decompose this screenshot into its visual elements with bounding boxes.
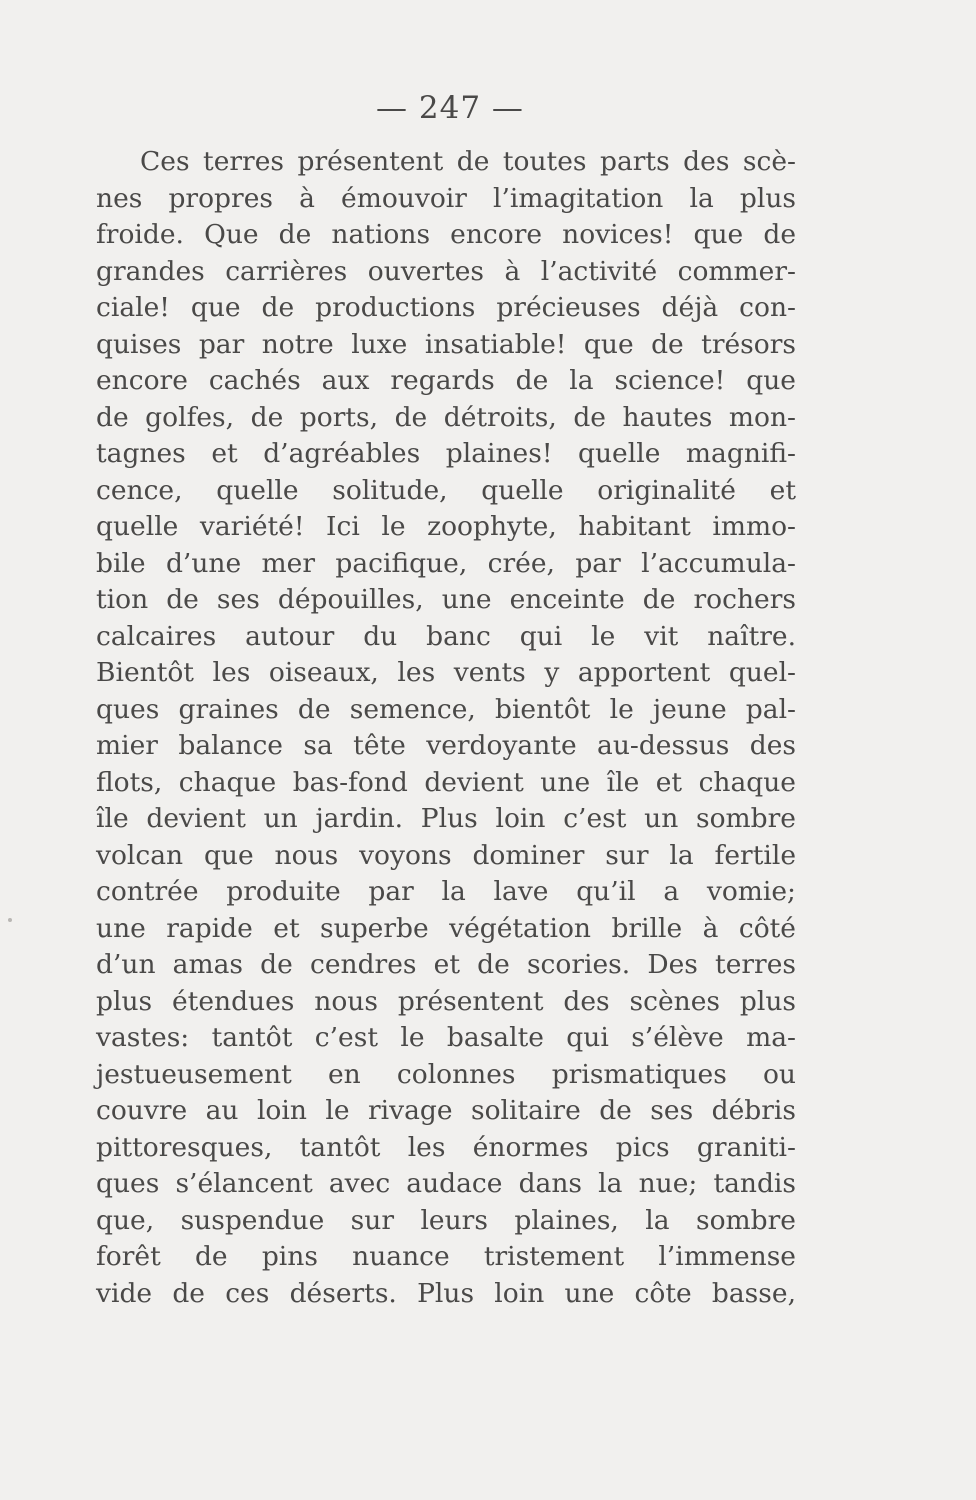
- text-line: ques s’élancent avec audace dans la nue; tandis: [96, 1168, 796, 1199]
- text-line: encore cachés aux regards de la science! que: [96, 365, 796, 396]
- paper-speck: [8, 918, 12, 922]
- text-line: ciale! que de productions précieuses déjà con-: [96, 292, 796, 323]
- text-line: quises par notre luxe insatiable! que de trésors: [96, 328, 796, 360]
- text-line: tagnes et d’agréables plaines! quelle magnifi-: [96, 438, 796, 469]
- text-line: froide. Que de nations encore novices! que de: [96, 219, 796, 250]
- text-line: pittoresques, tantôt les énormes pics graniti-: [96, 1131, 796, 1163]
- text-line: tion de ses dépouilles, une enceinte de rochers: [96, 584, 796, 615]
- text-line: de golfes, de ports, de détroits, de hautes mon-: [96, 401, 796, 433]
- text-line: vastes: tantôt c’est le basalte qui s’élève ma-: [96, 1022, 796, 1053]
- text-line: couvre au loin le rivage solitaire de ses débris: [96, 1095, 796, 1126]
- text-line: volcan que nous voyons dominer sur la fertile: [96, 839, 796, 871]
- text-line: vide de ces déserts. Plus loin une côte basse,: [96, 1277, 796, 1309]
- text-line: plus étendues nous présentent des scènes plus: [96, 985, 796, 1017]
- text-line: calcaires autour du banc qui le vit naître.: [96, 620, 796, 652]
- text-line: d’un amas de cendres et de scories. Des terres: [96, 949, 796, 980]
- text-line: grandes carrières ouvertes à l’activité commer-: [96, 255, 796, 287]
- text-line: contrée produite par la lave qu’il a vomie;: [96, 876, 796, 907]
- text-line: Bientôt les oiseaux, les vents y apportent quel-: [96, 657, 796, 688]
- text-line: une rapide et superbe végétation brille à côté: [96, 912, 796, 944]
- text-line: forêt de pins nuance tristement l’immense: [96, 1241, 796, 1272]
- text-line: île devient un jardin. Plus loin c’est un sombre: [96, 803, 796, 834]
- text-line: ques graines de semence, bientôt le jeune pal-: [96, 693, 796, 725]
- text-line: jestueusement en colonnes prismatiques ou: [96, 1058, 796, 1090]
- text-line: quelle variété! Ici le zoophyte, habitant immo-: [96, 511, 796, 542]
- text-line: que, suspendue sur leurs plaines, la sombre: [96, 1204, 796, 1236]
- text-line: nes propres à émouvoir l’imagitation la plus: [96, 182, 796, 214]
- body-paragraph: [96, 144, 796, 1312]
- text-line: flots, chaque bas-fond devient une île et chaque: [96, 766, 796, 798]
- text-line: bile d’une mer pacifique, crée, par l’accumula-: [96, 547, 796, 579]
- text-line: cence, quelle solitude, quelle originalité et: [96, 474, 796, 506]
- text-line: Ces terres présentent de toutes parts des scè-: [140, 146, 796, 177]
- page-number: — 247 —: [376, 90, 524, 126]
- text-line: mier balance sa tête verdoyante au-dessus des: [96, 730, 796, 761]
